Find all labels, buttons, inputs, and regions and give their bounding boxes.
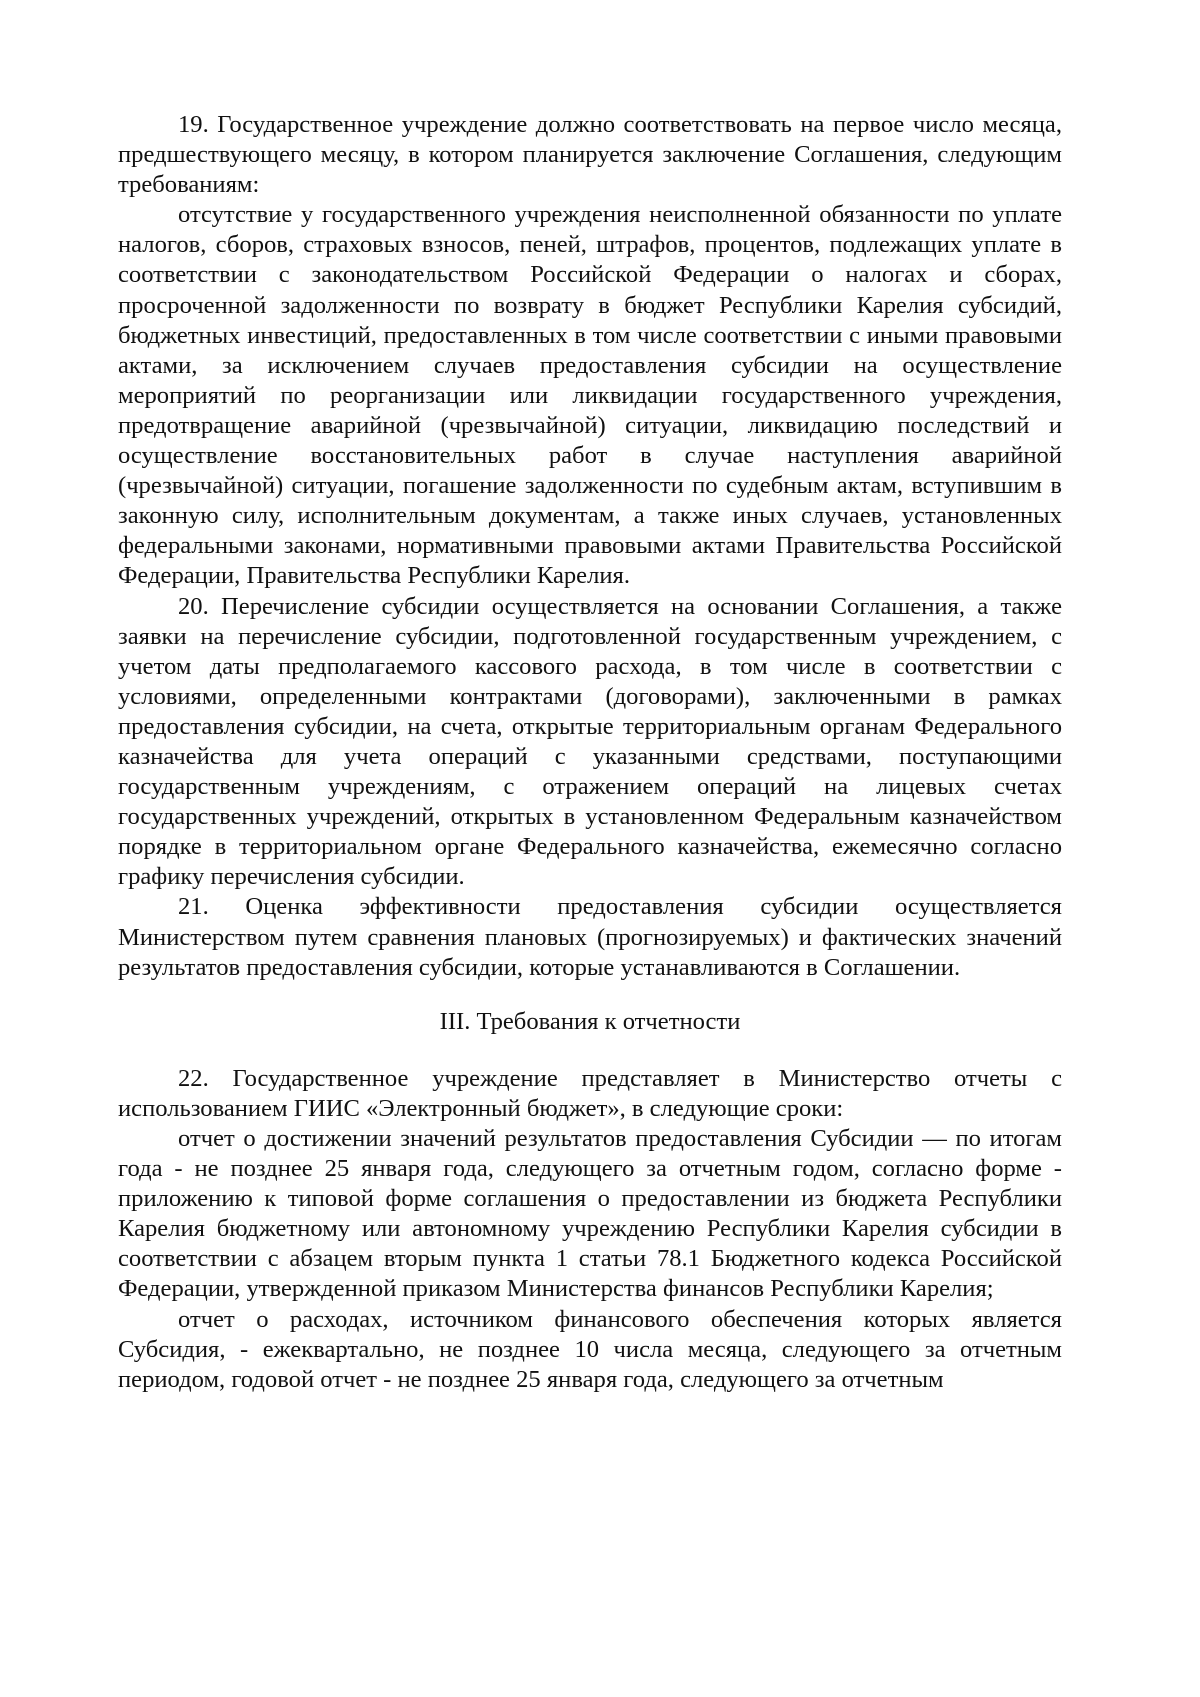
paragraph-19: 19. Государственное учреждение должно соответствовать на первое число месяца, предшествующего месяцу, в котором планируется заключение Соглашения, следующим требованиям: <box>118 111 1062 199</box>
paragraph-22: 22. Государственное учреждение представляет в Министерство отчеты с использованием ГИИС «Электронный бюджет», в следующие сроки: <box>118 1064 1062 1122</box>
paragraph-22-results-report: отчет о достижении значений результатов предоставления Субсидии — по итогам года - не позднее 25 января года, следующего за отчетным годом, согласно форме - приложению к типовой форме соглашения о предоставлении из бюджета Республики Карелия бюджетному или автономному учреждению Республики Карелия субсидии в соответствии с абзацем вторым пункта 1 статьи 78.1 Бюджетного кодекса Российской Федерации, утвержденной приказом Министерства финансов Республики Карелия; <box>118 1125 1062 1303</box>
section-heading: III. Требования к отчетности <box>439 1007 741 1035</box>
paragraph-19-requirement: отсутствие у государственного учреждения неисполненной обязанности по уплате налогов, сборов, страховых взносов, пеней, штрафов, процентов, подлежащих уплате в соответствии с законодательством Российской Федерации о налогах и сборах, просроченной задолженности по возврату в бюджет Республики Карелия субсидий, бюджетных инвестиций, предоставленных в том числе соответствии с иными правовыми актами, за исключением случаев предоставления субсидии на осуществление мероприятий по реорганизации или ликвидации государственного учреждения, предотвращение аварийной (чрезвычайной) ситуации, ликвидацию последствий и осуществление восстановительных работ в случае наступления аварийной (чрезвычайной) ситуации, погашение задолженности по судебным актам, вступившим в законную силу, исполнительным документам, а также иных случаев, установленных федеральными законами, нормативными правовыми актами Правительства Российской Федерации, Правительства Республики Карелия. <box>118 201 1062 590</box>
paragraph-20: 20. Перечисление субсидии осуществляется на основании Соглашения, а также заявки на перечисление субсидии, подготовленной государственным учреждением, с учетом даты предполагаемого кассового расхода, в том числе в соответствии с условиями, определенными контрактами (договорами), заключенными в рамках предоставления субсидии, на счета, открытые территориальным органам Федерального казначейства для учета операций с указанными средствами, поступающими государственным учреждениям, с отражением операций на лицевых счетах государственных учреждений, открытых в установленном Федеральным казначейством порядке в территориальном органе Федерального казначейства, ежемесячно согласно графику перечисления субсидии. <box>118 592 1062 891</box>
paragraph-22-expenses-report: отчет о расходах, источником финансового обеспечения которых является Субсидия, - ежеквартально, не позднее 10 числа месяца, следующего за отчетным периодом, годовой отчет - не позднее 25 января года, следующего за отчетным <box>118 1305 1062 1393</box>
document-page <box>118 110 1062 1395</box>
paragraph-21: 21. Оценка эффективности предоставления субсидии осуществляется Министерством путем сравнения плановых (прогнозируемых) и фактических значений результатов предоставления субсидии, которые устанавливаются в Соглашении. <box>118 893 1062 981</box>
